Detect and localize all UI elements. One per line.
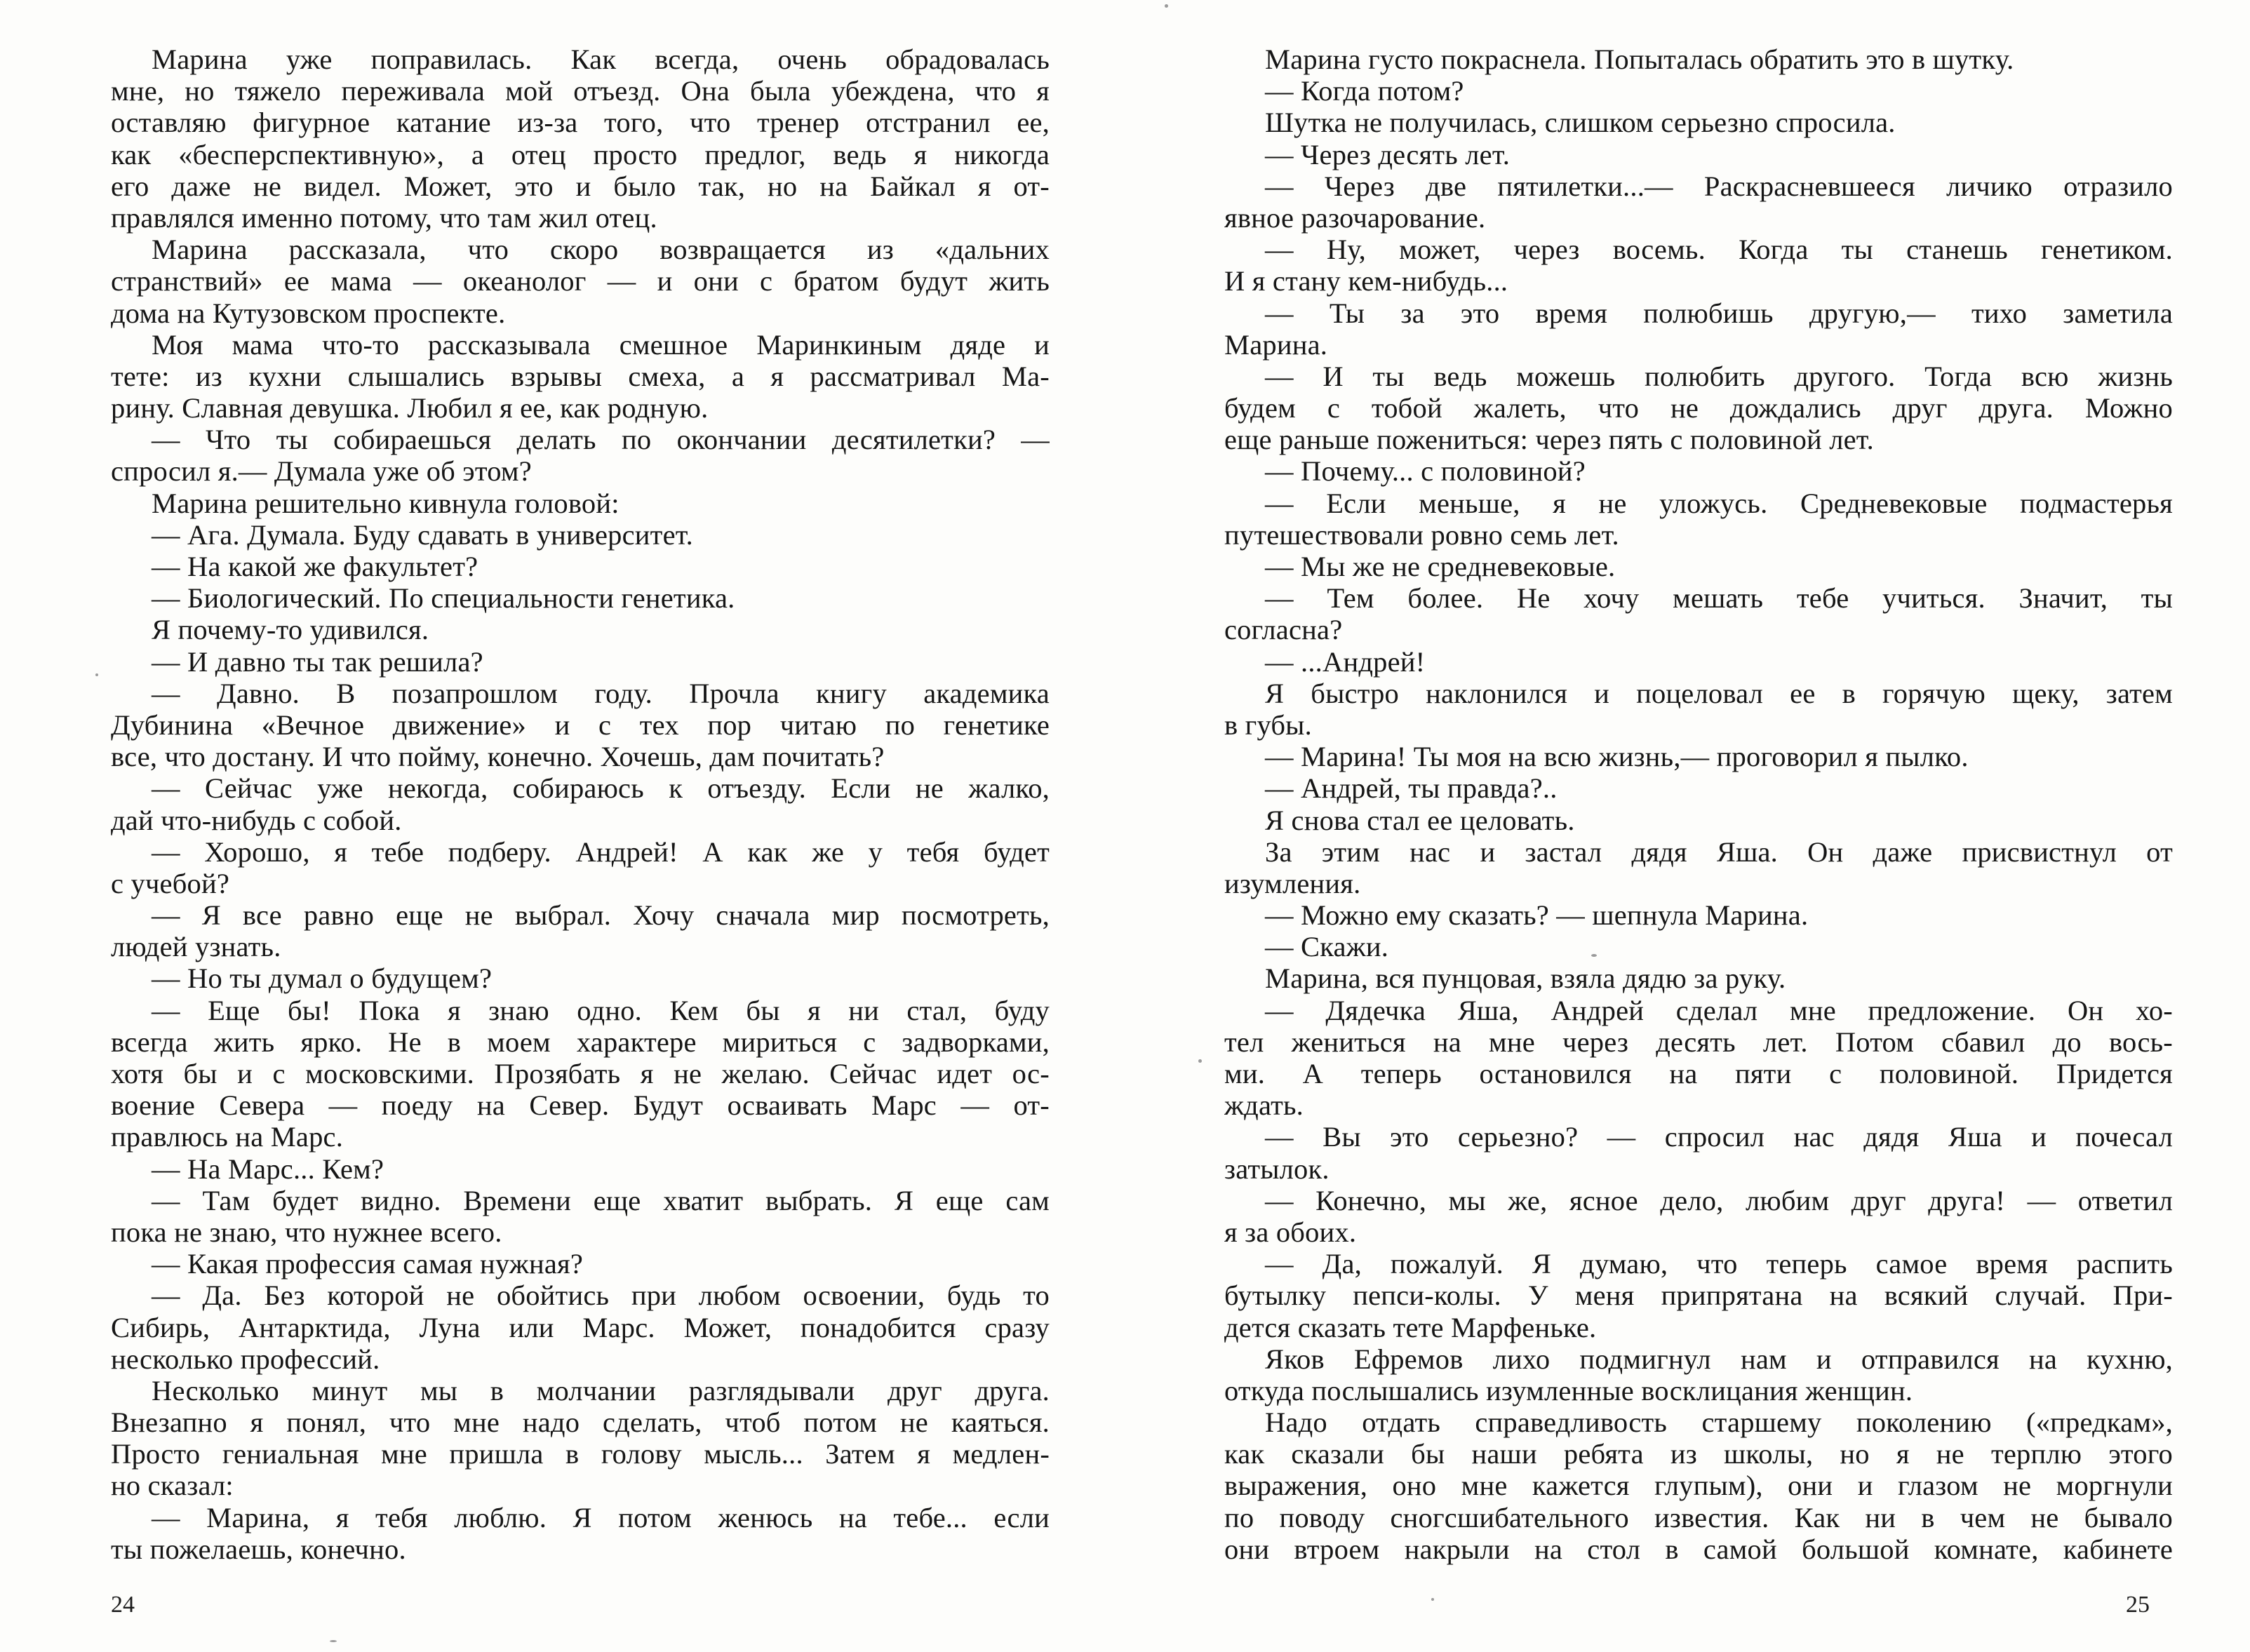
text-line: будем с тобой жалеть, что не дождались друг друга. Можно [1224, 392, 2173, 424]
text-line: Марина, вся пунцовая, взяла дядю за руку. [1265, 962, 1786, 995]
scan-speck [1431, 1598, 1434, 1601]
scan-speck [1198, 1059, 1202, 1063]
text-line: — Скажи. [1265, 931, 1389, 963]
text-line: — Ну, может, через восемь. Когда ты станешь генетиком. [1265, 234, 2173, 266]
text-line: по поводу сногсшибательного известия. Как ни в чем не бывало [1224, 1501, 2173, 1533]
text-line: тете: из кухни слышались взрывы смеха, а я рассматривал Ма- [111, 360, 1050, 392]
text-line: Просто гениальная мне пришла в голову мысль... Затем я медлен- [111, 1438, 1050, 1470]
text-line: бутылку пепси-колы. У меня припрятана на всякий случай. При- [1224, 1280, 2173, 1312]
text-line: в губы. [1224, 709, 1312, 741]
text-line: выражения, оно мне кажется глупым), они и глазом не моргнули [1224, 1470, 2173, 1502]
scan-speck [1591, 954, 1597, 957]
text-line: — Можно ему сказать? — шепнула Марина. [1265, 899, 1809, 932]
scan-speck [330, 1640, 337, 1642]
text-line: странствий» ее мама — океанолог — и они с братом будут жить [111, 265, 1050, 297]
text-line: несколько профессий. [111, 1343, 380, 1375]
text-line: — Андрей, ты правда?.. [1265, 772, 1558, 805]
text-line: его даже не видел. Может, это и было так, но на Байкал я от- [111, 170, 1050, 202]
text-line: — Тем более. Не хочу мешать тебе учиться. Значит, ты [1265, 582, 2173, 615]
text-line: правлюсь на Марс. [111, 1121, 344, 1153]
text-line: Сибирь, Антарктида, Луна или Марс. Может, понадобится сразу [111, 1311, 1050, 1343]
text-line: Я снова стал ее целовать. [1265, 804, 1575, 836]
text-line: дома на Кутузовском проспекте. [111, 297, 506, 329]
text-line: — На какой же факультет? [152, 551, 478, 582]
text-line: — ...Андрей! [1265, 645, 1426, 678]
text-line: — Ага. Думала. Буду сдавать в университет. [152, 518, 693, 551]
text-line: — Марина, я тебя люблю. Я потом женюсь на тебе... если [152, 1501, 1050, 1533]
text-line: хотя бы и с московскими. Прозябать я не желаю. Сейчас идет ос- [111, 1058, 1050, 1089]
text-line: — Какая профессия самая нужная? [152, 1248, 584, 1280]
text-line: Дубинина «Вечное движение» и с тех пор читаю по генетике [111, 709, 1050, 741]
scan-speck [95, 673, 98, 676]
text-line: — Ты за это время полюбишь другую,— тихо заметила [1265, 297, 2173, 329]
text-line: ты пожелаешь, конечно. [111, 1533, 406, 1565]
text-line: — Хорошо, я тебе подберу. Андрей! А как же у тебя будет [152, 835, 1050, 868]
text-line: ждать. [1224, 1089, 1304, 1122]
text-line: правлялся именно потому, что там жил отец. [111, 201, 657, 234]
text-line: Я почему-то удивился. [152, 614, 429, 646]
text-line: людей узнать. [111, 931, 281, 963]
text-line: изумления. [1224, 867, 1361, 899]
text-line: — И ты ведь можешь полюбить другого. Тогда всю жизнь [1265, 360, 2173, 392]
text-line: — Еще бы! Пока я знаю одно. Кем бы я ни стал, буду [152, 994, 1050, 1026]
text-line: — Почему... с половиной? [1265, 455, 1586, 488]
text-line: я за обоих. [1224, 1216, 1357, 1248]
text-line: — Конечно, мы же, ясное дело, любим друг друга! — ответил [1265, 1184, 2173, 1216]
text-line: — И давно ты так решила? [152, 645, 483, 678]
text-line: — Через десять лет. [1265, 138, 1511, 170]
text-line: Марина. [1224, 328, 1328, 361]
text-line: путешествовали ровно семь лет. [1224, 518, 1619, 551]
text-line: все, что достану. И что пойму, конечно. Хочешь, дам почитать? [111, 741, 885, 773]
text-line: Яков Ефремов лихо подмигнул нам и отправился на кухню, [1265, 1343, 2173, 1375]
text-line: — Дядечка Яша, Андрей сделал мне предложение. Он хо- [1265, 994, 2173, 1026]
text-line: еще раньше пожениться: через пять с половиной лет. [1224, 424, 1874, 456]
text-line: они втроем накрыли на стол в самой большой комнате, кабинете [1224, 1533, 2173, 1565]
text-line: — Мы же не средневековые. [1265, 551, 1616, 582]
text-line: с учебой? [111, 867, 230, 899]
text-line: Надо отдать справедливость старшему поколению («предкам», [1265, 1406, 2173, 1439]
text-line: Марина уже поправилась. Как всегда, очень обрадовалась [152, 43, 1050, 75]
scan-speck [1165, 4, 1168, 8]
text-line: — Биологический. По специальности генетика. [152, 582, 735, 615]
text-line: как «бесперспективную», а отец просто предлог, ведь я никогда [111, 138, 1050, 170]
text-line: тел жениться на мне через десять лет. Потом сбавил до вось- [1224, 1026, 2173, 1058]
text-line: воение Севера — поеду на Север. Будут осваивать Марс — от- [111, 1089, 1050, 1122]
text-line: Марина рассказала, что скоро возвращается из «дальних [152, 234, 1050, 266]
text-line: — Я все равно еще не выбрал. Хочу сначала мир посмотреть, [152, 899, 1050, 932]
text-line: — Но ты думал о будущем? [152, 962, 493, 995]
text-line: пока не знаю, что нужнее всего. [111, 1216, 502, 1248]
text-line: — Что ты собираешься делать по окончании десятилетки? — [152, 424, 1050, 456]
text-line: спросил я.— Думала уже об этом? [111, 455, 532, 488]
text-line: Внезапно я понял, что мне надо сделать, чтоб потом не каяться. [111, 1406, 1050, 1439]
text-line: но сказал: [111, 1470, 234, 1502]
text-line: затылок. [1224, 1153, 1330, 1185]
text-line: Несколько минут мы в молчании разглядывали друг друга. [152, 1374, 1050, 1406]
left-page-number: 24 [111, 1592, 135, 1618]
text-line: дется сказать тете Марфеньке. [1224, 1311, 1597, 1343]
text-line: — Если меньше, я не уложусь. Средневековые подмастерья [1265, 487, 2173, 519]
text-line: как сказали бы наши ребята из школы, но я не терплю этого [1224, 1438, 2173, 1470]
text-line: Марина решительно кивнула головой: [152, 487, 620, 519]
text-line: явное разочарование. [1224, 201, 1486, 234]
text-line: Я быстро наклонился и поцеловал ее в горячую щеку, затем [1265, 677, 2173, 709]
text-line: — Через две пятилетки...— Раскрасневшееся личико отразило [1265, 170, 2173, 202]
text-line: — Вы это серьезно? — спросил нас дядя Яша и почесал [1265, 1121, 2173, 1153]
text-line: — Сейчас уже некогда, собираюсь к отъезду. Если не жалко, [152, 772, 1050, 805]
text-line: рину. Славная девушка. Любил я ее, как родную. [111, 392, 709, 424]
text-line: И я стану кем-нибудь... [1224, 265, 1508, 297]
text-line: — Да. Без которой не обойтись при любом освоении, будь то [152, 1280, 1050, 1312]
text-line: — Марина! Ты моя на всю жизнь,— проговорил я пылко. [1265, 741, 1969, 773]
text-line: — На Марс... Кем? [152, 1153, 384, 1185]
text-line: За этим нас и застал дядя Яша. Он даже присвистнул от [1265, 835, 2173, 868]
text-line: Шутка не получилась, слишком серьезно спросила. [1265, 107, 1896, 139]
text-line: всегда жить ярко. Не в моем характере мириться с задворками, [111, 1026, 1050, 1058]
text-line: оставляю фигурное катание из-за того, что тренер отстранил ее, [111, 107, 1050, 139]
text-line: — Там будет видно. Времени еще хватит выбрать. Я еще сам [152, 1184, 1050, 1216]
right-page [1224, 43, 2173, 1565]
text-line: ми. А теперь остановился на пяти с половиной. Придется [1224, 1058, 2173, 1089]
right-page-number: 25 [2126, 1592, 2150, 1618]
text-line: мне, но тяжело переживала мой отъезд. Она была убеждена, что я [111, 75, 1050, 107]
text-line: согласна? [1224, 614, 1343, 646]
left-page [111, 43, 1050, 1565]
text-line: — Давно. В позапрошлом году. Прочла книгу академика [152, 677, 1050, 709]
text-line: — Когда потом? [1265, 75, 1464, 107]
text-line: — Да, пожалуй. Я думаю, что теперь самое время распить [1265, 1248, 2173, 1280]
text-line: Моя мама что-то рассказывала смешное Маринкиным дяде и [152, 328, 1050, 361]
text-line: дай что-нибудь с собой. [111, 804, 402, 836]
text-line: Марина густо покраснела. Попыталась обратить это в шутку. [1265, 43, 2014, 75]
text-line: откуда послышались изумленные восклицания женщин. [1224, 1374, 1913, 1406]
